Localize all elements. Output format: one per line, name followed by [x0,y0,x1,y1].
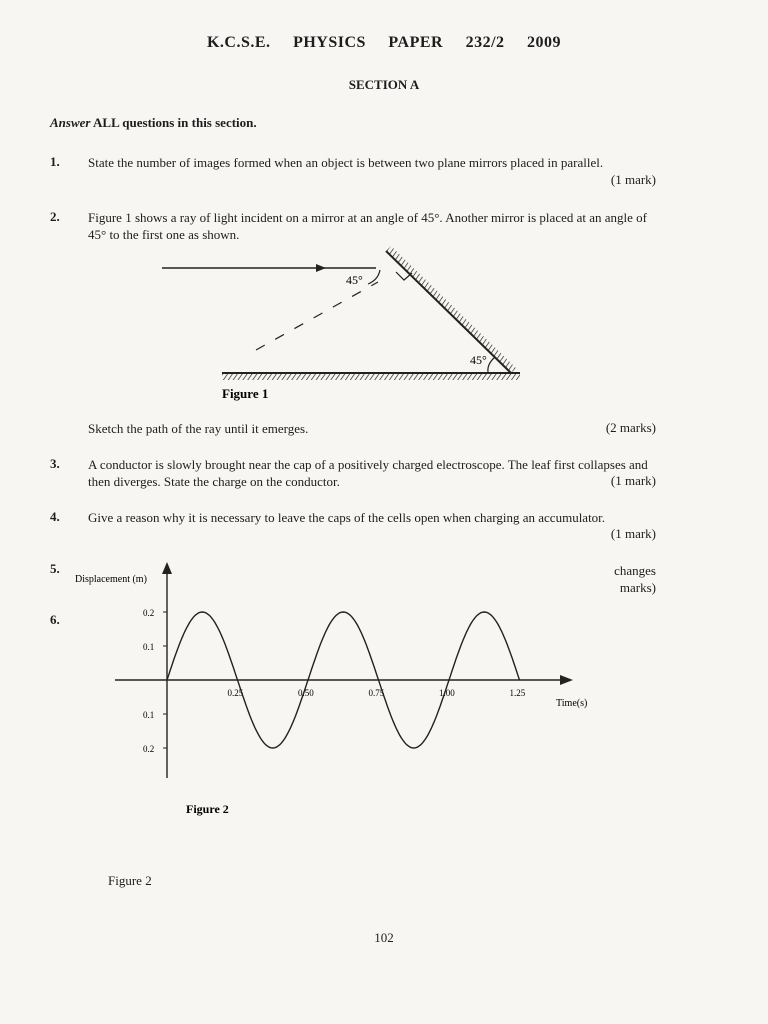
question-text-2: Figure 1 shows a ray of light incident on a mirror at an angle of 45°. Another mirror is placed at an angle of 45° to the first one as shown. [88,210,647,242]
question-number-4: 4. [50,509,60,524]
figure-2-label-repeat: Figure 2 [108,873,152,888]
question-text-3: A conductor is slowly brought near the cap of a positively charged electroscope. The leaf first collapses and then diverges. State the charge on the conductor. [88,457,648,489]
x-axis-arrowhead-icon [560,675,573,685]
figure-2-caption: Figure 2 [186,802,229,816]
question-marks-3: (1 mark) [610,473,656,488]
question-text-1: State the number of images formed when an object is between two plane mirrors placed in parallel. [88,155,604,170]
q5-fragment-line2: marks) [619,580,656,595]
question-number-3: 3. [50,456,60,471]
instructions-rest: ALL questions in this section. [93,115,257,130]
question-marks-4: (1 mark) [610,526,656,541]
y-axis-arrowhead-icon [162,562,172,574]
angle-label-top: 45° [346,273,363,287]
question-text-2b: Sketch the path of the ray until it emerges. [88,421,309,436]
question-number-2: 2. [50,209,60,224]
instructions-first-word: Answer [50,115,91,130]
paper-code: 232/2 [465,34,505,51]
exam-year: 2009 [527,34,562,51]
y-tick-label: 0.1 [143,710,155,720]
x-tick-label: 1.00 [439,688,455,698]
question-marks-1: (1 mark) [610,172,656,187]
subject-name: PHYSICS [293,34,366,51]
figure-1-diagram [150,240,540,410]
x-tick-label: 0.75 [368,688,385,698]
x-tick-label: 0.50 [298,688,314,698]
y-axis-label: Displacement (m) [75,574,147,585]
question-text-4: Give a reason why it is necessary to leave the caps of the cells open when charging an accumulator. [88,510,606,525]
y-tick-label: 0.1 [143,642,155,652]
bottom-mirror-hatching [222,373,520,380]
ray-arrowhead-icon [316,264,326,272]
q5-fragment-line1: changes [614,563,656,578]
angle-arc-bottom [488,357,495,372]
figure-2-chart [70,558,610,828]
y-tick-label: 0.2 [143,744,155,754]
angle-label-bottom: 45° [470,353,487,367]
question-number-5: 5. [50,561,60,576]
x-axis-label: Time(s) [556,698,588,709]
y-tick-label: 0.2 [143,608,155,618]
x-tick-label: 1.25 [509,688,526,698]
dashed-line [256,282,378,350]
exam-name: K.C.S.E. [206,34,271,51]
inclined-mirror-hatching [386,246,516,373]
instructions [50,115,257,131]
figure-1-caption: Figure 1 [222,386,269,401]
page-number: 102 [374,930,394,945]
question-number-6: 6. [50,612,60,627]
paper-header [0,34,768,52]
x-tick-label: 0.25 [227,688,244,698]
question-number-1: 1. [50,154,60,169]
angle-arc-top [368,270,380,284]
q5-fragment [614,562,656,596]
question-marks-2: (2 marks) [605,420,656,435]
section-title: SECTION A [348,77,420,92]
paper-label: PAPER [388,34,444,51]
